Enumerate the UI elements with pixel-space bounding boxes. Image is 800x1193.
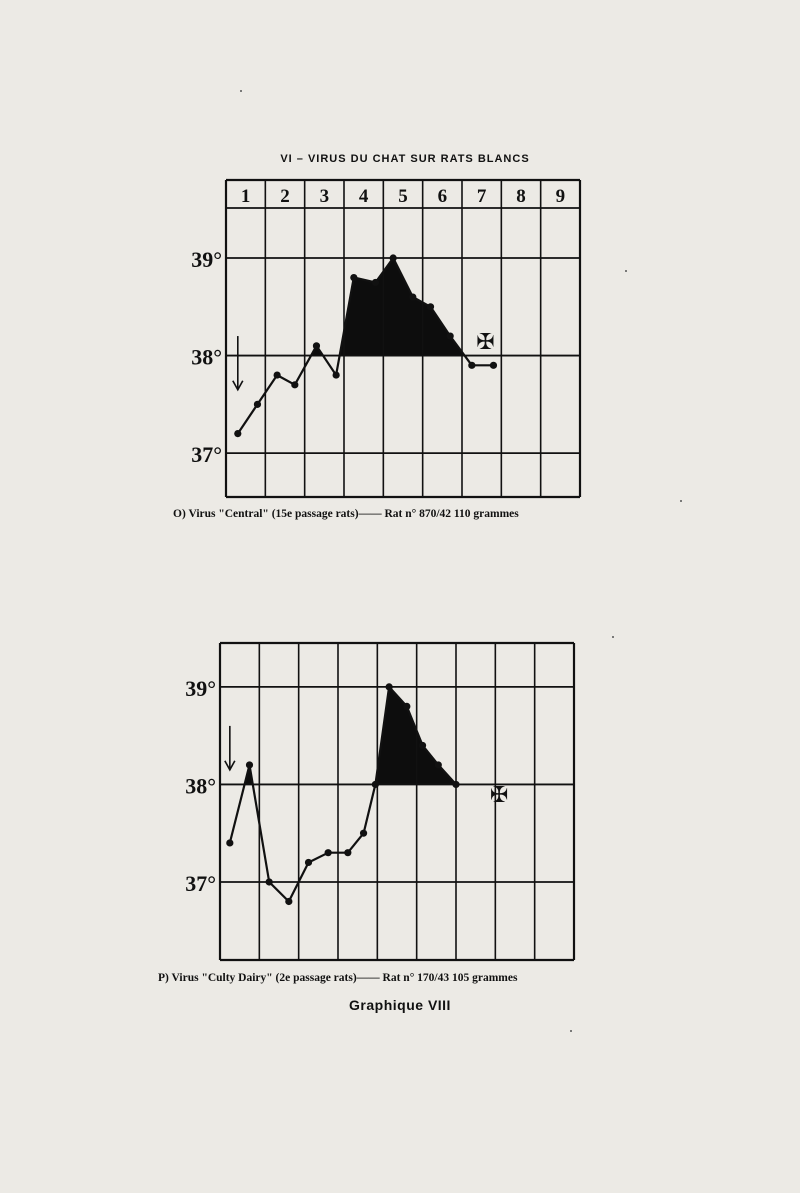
data-point xyxy=(344,849,351,856)
data-point xyxy=(234,430,241,437)
data-point xyxy=(372,781,379,788)
data-point xyxy=(360,830,367,837)
paper-speck xyxy=(570,1030,572,1032)
y-tick-label: 37° xyxy=(191,442,222,468)
data-point xyxy=(350,274,357,281)
y-tick-label: 39° xyxy=(191,247,222,273)
data-point xyxy=(285,898,292,905)
data-point xyxy=(254,401,261,408)
figure-label: Graphique VIII xyxy=(349,997,451,1013)
data-point xyxy=(313,342,320,349)
data-point xyxy=(435,761,442,768)
column-label: 1 xyxy=(240,186,251,207)
column-label: 8 xyxy=(516,186,526,207)
data-point xyxy=(246,761,253,768)
data-point xyxy=(291,381,298,388)
data-point xyxy=(266,878,273,885)
data-point xyxy=(333,371,340,378)
data-point xyxy=(452,781,459,788)
column-label: 3 xyxy=(319,186,330,207)
data-point xyxy=(419,742,426,749)
column-label: 2 xyxy=(280,186,290,207)
paper-speck xyxy=(612,636,614,638)
data-point xyxy=(305,859,312,866)
column-label: 5 xyxy=(398,186,408,207)
death-cross-icon: ✠ xyxy=(476,329,495,355)
data-point xyxy=(427,303,434,310)
data-point xyxy=(403,703,410,710)
column-label: 9 xyxy=(555,186,566,207)
page-title: VI – VIRUS DU CHAT SUR RATS BLANCS xyxy=(280,153,530,165)
fever-area xyxy=(245,687,456,785)
data-point xyxy=(490,362,497,369)
column-label: 7 xyxy=(476,186,487,207)
paper-speck xyxy=(240,90,242,92)
y-tick-label: 38° xyxy=(185,773,216,799)
death-cross-icon: ✠ xyxy=(490,783,509,809)
y-tick-label: 37° xyxy=(185,870,216,896)
data-point xyxy=(390,254,397,261)
paper-speck xyxy=(625,270,627,272)
data-point xyxy=(386,683,393,690)
temperature-line xyxy=(230,687,456,902)
data-point xyxy=(447,332,454,339)
data-point xyxy=(325,849,332,856)
data-point xyxy=(468,362,475,369)
y-tick-label: 39° xyxy=(185,675,216,701)
caption-chart-O: O) Virus "Central" (15e passage rats)—— Rat n° 870/42 110 grammes xyxy=(173,508,519,520)
data-point xyxy=(226,839,233,846)
chart-O xyxy=(191,180,580,497)
column-label: 6 xyxy=(437,186,448,207)
paper-speck xyxy=(680,500,682,502)
fever-area xyxy=(311,258,465,356)
data-point xyxy=(274,371,281,378)
caption-chart-P: P) Virus "Culty Dairy" (2e passage rats)—— Rat n° 170/43 105 grammes xyxy=(158,972,518,984)
data-point xyxy=(372,279,379,286)
column-label: 4 xyxy=(358,186,369,207)
chart-P xyxy=(185,643,574,960)
y-tick-label: 38° xyxy=(191,344,222,370)
data-point xyxy=(409,293,416,300)
